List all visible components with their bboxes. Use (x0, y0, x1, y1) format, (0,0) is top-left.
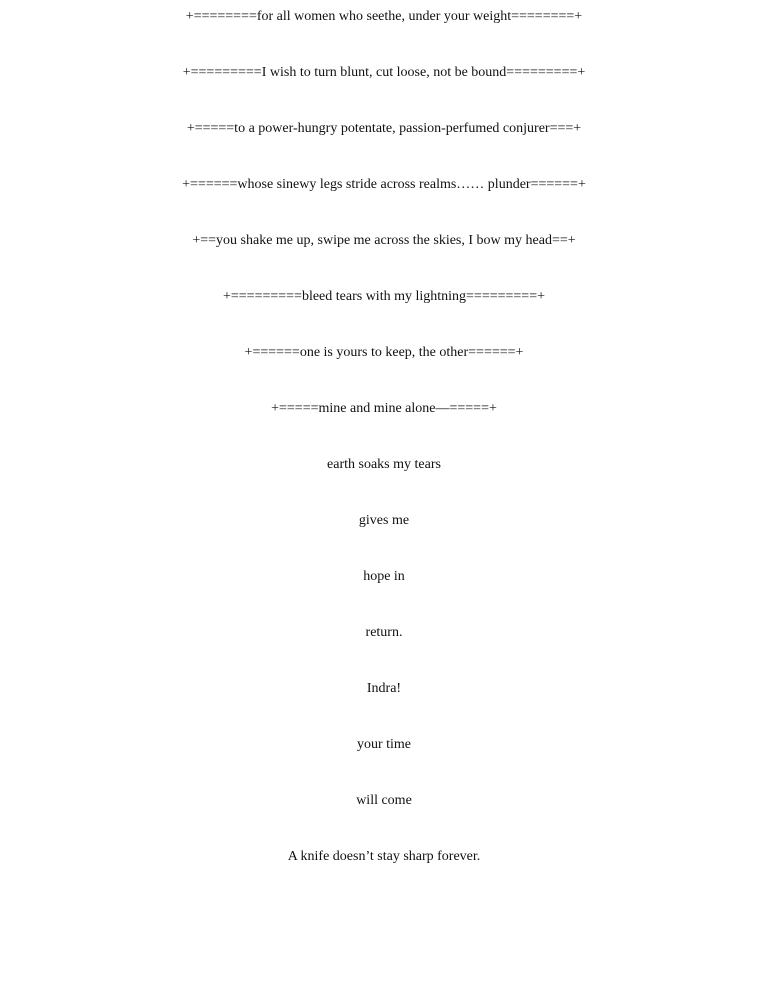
poem-line: +========for all women who seethe, under your weight========+ (185, 9, 583, 24)
poem-line: hope in (363, 569, 405, 584)
poem-line: +=====to a power-hungry potentate, passion-perfumed conjurer===+ (186, 121, 582, 136)
poem-line: earth soaks my tears (327, 457, 441, 472)
poem-line: +======one is yours to keep, the other======+ (244, 345, 524, 360)
poem-line: gives me (358, 513, 410, 528)
poem-line: +==you shake me up, swipe me across the skies, I bow my head==+ (192, 233, 576, 248)
poem-line: return. (365, 625, 403, 640)
poem-line: A knife doesn’t stay sharp forever. (287, 849, 481, 864)
poem-line: your time (356, 737, 412, 752)
poem-line: +=========bleed tears with my lightning=========+ (223, 289, 545, 304)
poem-line: +=========I wish to turn blunt, cut loose, not be bound=========+ (182, 65, 586, 80)
poem-line: will come (356, 793, 412, 808)
poem-line: Indra! (366, 681, 402, 696)
poem-line: +=====mine and mine alone—=====+ (271, 401, 497, 416)
poem-line: +======whose sinewy legs stride across realms…… plunder======+ (182, 177, 586, 192)
